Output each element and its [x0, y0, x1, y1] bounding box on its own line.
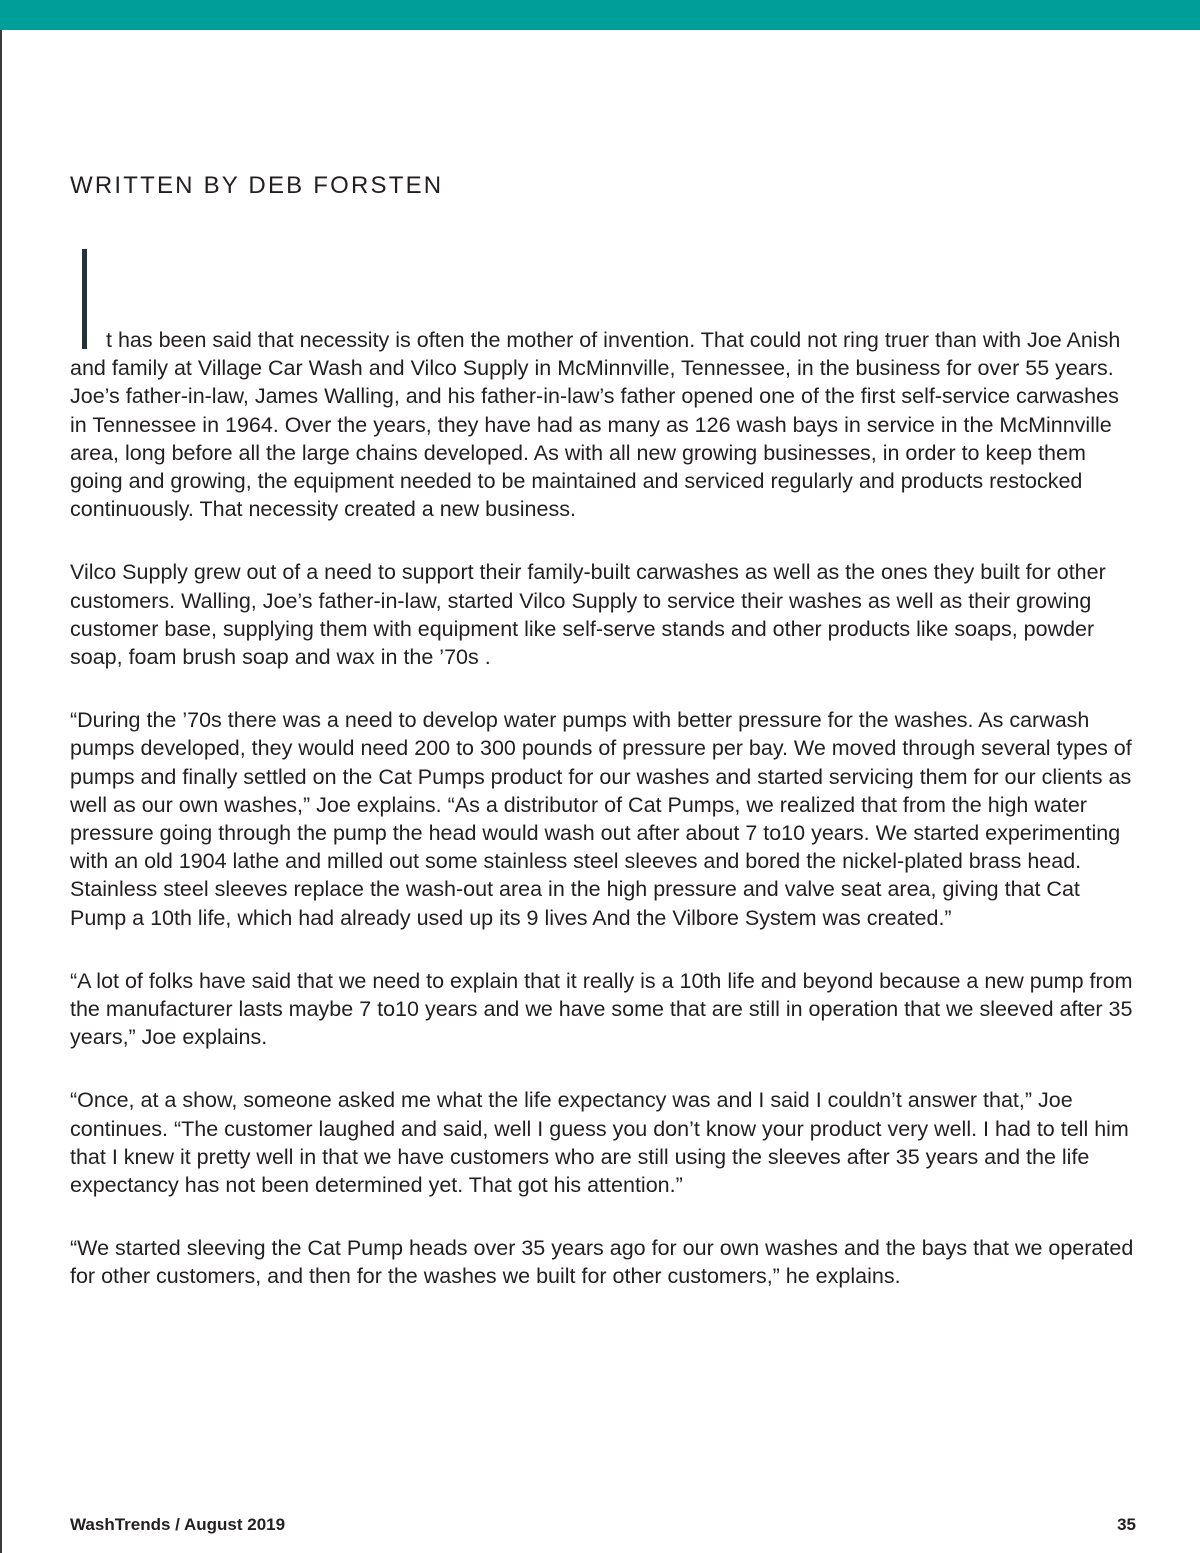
paragraph-1: t has been said that necessity is often the mother of invention. That could not ring truer than with Joe Anish and family at Village Car Wash and Vilco Supply in McMinnville, Tennessee, in the business for over 55 years. Joe’s father-in-law, James Walling, and his father-in-law’s father opened one of the first self-service carwashes in Tennessee in 1964. Over the years, they have had as many as 126 wash bays in service in the McMinnville area, long before all the large chains developed. As with all new growing businesses, in order to keep them going and growing, the equipment needed to be maintained and serviced regularly and products restocked continuously. That necessity created a new business.: [70, 328, 1121, 522]
paragraph-4: “A lot of folks have said that we need to explain that it really is a 10th life and beyond because a new pump from the manufacturer lasts maybe 7 to10 years and we have some that are still in operation that we sleeved after 35 years,” Joe explains.: [70, 968, 1133, 1050]
page-number: 35: [1117, 1515, 1136, 1534]
paragraph-3: “During the ’70s there was a need to develop water pumps with better pressure for the washes. As carwash pumps developed, they would need 200 to 300 pounds of pressure per bay. We moved through several types of pumps and finally settled on the Cat Pumps product for our washes and started servicing them for our clients as well as our own washes,” Joe explains. “As a distributor of Cat Pumps, we realized that from the high water pressure going through the pump the head would wash out after about 7 to10 years. We started experimenting with an old 1904 lathe and milled out some stainless steel sleeves and bored the nickel-plated brass head. Stainless steel sleeves replace the wash-out area in the high pressure and valve seat area, giving that Cat Pump a 10th life, which had already used up its 9 lives And the Vilbore System was created.”: [70, 708, 1132, 930]
header-accent-bar: [0, 0, 1200, 30]
byline: WRITTEN BY DEB FORSTEN: [70, 172, 444, 199]
paragraph-6: “We started sleeving the Cat Pump heads over 35 years ago for our own washes and the bays that we operated for other customers, and then for the washes we built for other customers,” he explains.: [70, 1236, 1134, 1289]
footer-publication: WashTrends / August 2019: [70, 1515, 286, 1534]
page-edge-rule: [0, 30, 2, 1553]
paragraph-2: Vilco Supply grew out of a need to support their family-built carwashes as well as the ones they built for other customers. Walling, Joe’s father-in-law, started Vilco Supply to service their washes as well as their growing customer base, supplying them with equipment like self-serve stands and other products like soaps, powder soap, foam brush soap and wax in the ’70s .: [70, 560, 1106, 670]
paragraph-5: “Once, at a show, someone asked me what the life expectancy was and I said I couldn’t answer that,” Joe continues. “The customer laughed and said, well I guess you don’t know your product very well. I had to tell him that I knew it pretty well in that we have customers who are still using the sleeves after 35 years and the life expectancy has not been determined yet. That got his attention.”: [70, 1088, 1129, 1198]
article-body: [70, 326, 1140, 1326]
